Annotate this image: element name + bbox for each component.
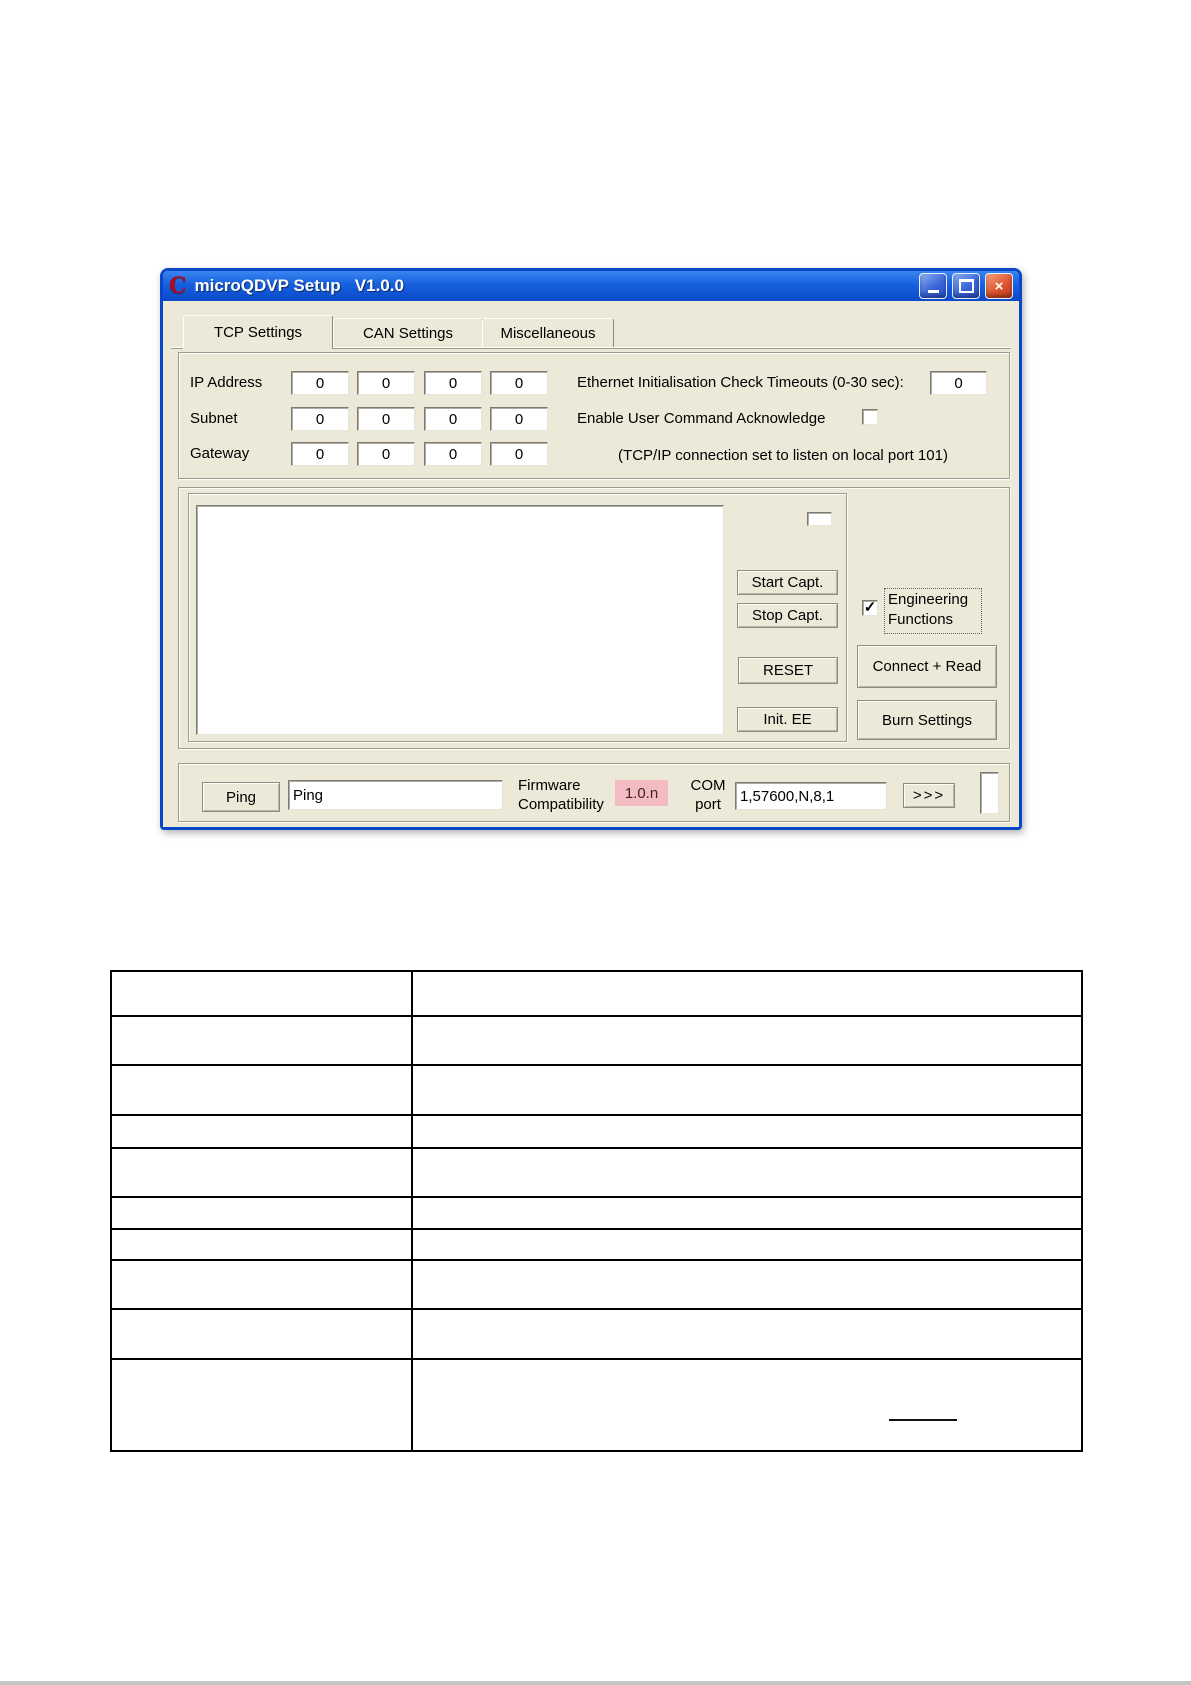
table-cell	[111, 1197, 412, 1229]
table-cell	[412, 1229, 1082, 1260]
tcp-listen-note: (TCP/IP connection set to listen on local port 101)	[618, 447, 948, 464]
table-row	[111, 1016, 1082, 1065]
engineering-functions-checkbox[interactable]	[862, 600, 878, 616]
page-bottom-divider	[0, 1681, 1191, 1685]
minimize-button[interactable]	[919, 273, 947, 299]
table-cell	[412, 1148, 1082, 1197]
table-cell	[111, 1229, 412, 1260]
firmware-compatibility-label: Firmware Compatibility	[518, 777, 604, 813]
gateway-label: Gateway	[190, 445, 250, 462]
table-cell	[111, 1148, 412, 1197]
blank-underline	[889, 1403, 957, 1421]
table-row	[111, 1197, 1082, 1229]
table-row	[111, 1148, 1082, 1197]
title-bar[interactable]	[163, 271, 1019, 301]
ping-button[interactable]: Ping	[202, 782, 280, 812]
subnet-octet-4[interactable]	[490, 407, 548, 431]
ip-octet-4[interactable]	[490, 371, 548, 395]
table-row	[111, 1309, 1082, 1359]
ping-text-field[interactable]	[288, 780, 503, 810]
table-row	[111, 1115, 1082, 1148]
table-cell	[412, 1197, 1082, 1229]
table-cell	[111, 1309, 412, 1359]
stop-capture-button[interactable]: Stop Capt.	[737, 603, 838, 628]
com-port-label: COM port	[690, 777, 726, 813]
firmware-version-badge: 1.0.n	[615, 780, 668, 806]
capture-group	[178, 487, 1010, 749]
init-ee-button[interactable]: Init. EE	[737, 707, 838, 732]
checkmark-icon: ✓	[863, 599, 877, 616]
window-title: microQDVP Setup V1.0.0	[194, 276, 404, 295]
table-cell	[111, 1359, 412, 1451]
table-cell	[412, 971, 1082, 1016]
table-row	[111, 1229, 1082, 1260]
gateway-octet-1[interactable]	[291, 442, 349, 466]
table-cell	[111, 1016, 412, 1065]
com-port-field[interactable]	[735, 782, 887, 810]
subnet-label: Subnet	[190, 410, 238, 427]
connect-read-button[interactable]: Connect + Read	[857, 645, 997, 688]
subnet-octet-2[interactable]	[357, 407, 415, 431]
empty-spec-table	[110, 970, 1083, 1452]
table-cell	[412, 1115, 1082, 1148]
close-button[interactable]	[985, 273, 1013, 299]
table-row	[111, 1065, 1082, 1115]
status-mini-field	[980, 772, 999, 814]
minimize-icon	[928, 290, 939, 293]
ethernet-timeout-field[interactable]	[930, 371, 987, 395]
table-cell	[111, 1115, 412, 1148]
ethernet-timeout-label: Ethernet Initialisation Check Timeouts (0-30 sec):	[577, 374, 904, 391]
ip-octet-3[interactable]	[424, 371, 482, 395]
table-cell	[111, 1260, 412, 1309]
tcp-settings-group	[178, 352, 1010, 479]
gateway-octet-4[interactable]	[490, 442, 548, 466]
window-client-area	[163, 301, 1019, 827]
app-icon: C	[169, 273, 187, 299]
table-cell	[111, 1065, 412, 1115]
table-cell	[412, 1309, 1082, 1359]
close-icon: ×	[994, 277, 1004, 295]
tab-miscellaneous[interactable]	[482, 318, 614, 347]
table-cell	[412, 1359, 1082, 1451]
user-command-ack-label: Enable User Command Acknowledge	[577, 410, 826, 427]
capture-status-indicator	[807, 512, 832, 526]
reset-button[interactable]: RESET	[738, 657, 838, 684]
tab-label: TCP Settings	[213, 324, 303, 341]
ip-address-label: IP Address	[190, 374, 263, 391]
ping-com-group	[178, 763, 1010, 822]
table-row	[111, 1260, 1082, 1309]
tab-can-settings[interactable]	[333, 318, 483, 347]
table-row	[111, 971, 1082, 1016]
user-command-ack-checkbox[interactable]	[862, 409, 878, 425]
table-cell	[412, 1260, 1082, 1309]
app-window	[160, 268, 1022, 830]
maximize-button[interactable]	[952, 273, 980, 299]
table-cell	[111, 971, 412, 1016]
gateway-octet-3[interactable]	[424, 442, 482, 466]
table-cell	[412, 1065, 1082, 1115]
ip-octet-1[interactable]	[291, 371, 349, 395]
engineering-functions-label: Engineering Functions	[884, 588, 982, 634]
gateway-octet-2[interactable]	[357, 442, 415, 466]
tab-label: Miscellaneous	[500, 324, 596, 342]
maximize-icon	[959, 279, 974, 293]
ip-octet-2[interactable]	[357, 371, 415, 395]
capture-log-listbox[interactable]	[196, 505, 724, 735]
tab-label: CAN Settings	[362, 324, 454, 342]
subnet-octet-3[interactable]	[424, 407, 482, 431]
forward-button[interactable]: >>>	[903, 783, 955, 808]
subnet-octet-1[interactable]	[291, 407, 349, 431]
tab-tcp-settings[interactable]	[183, 315, 333, 349]
window-controls	[919, 273, 1013, 299]
start-capture-button[interactable]: Start Capt.	[737, 570, 838, 595]
table-cell	[412, 1016, 1082, 1065]
burn-settings-button[interactable]: Burn Settings	[857, 700, 997, 740]
